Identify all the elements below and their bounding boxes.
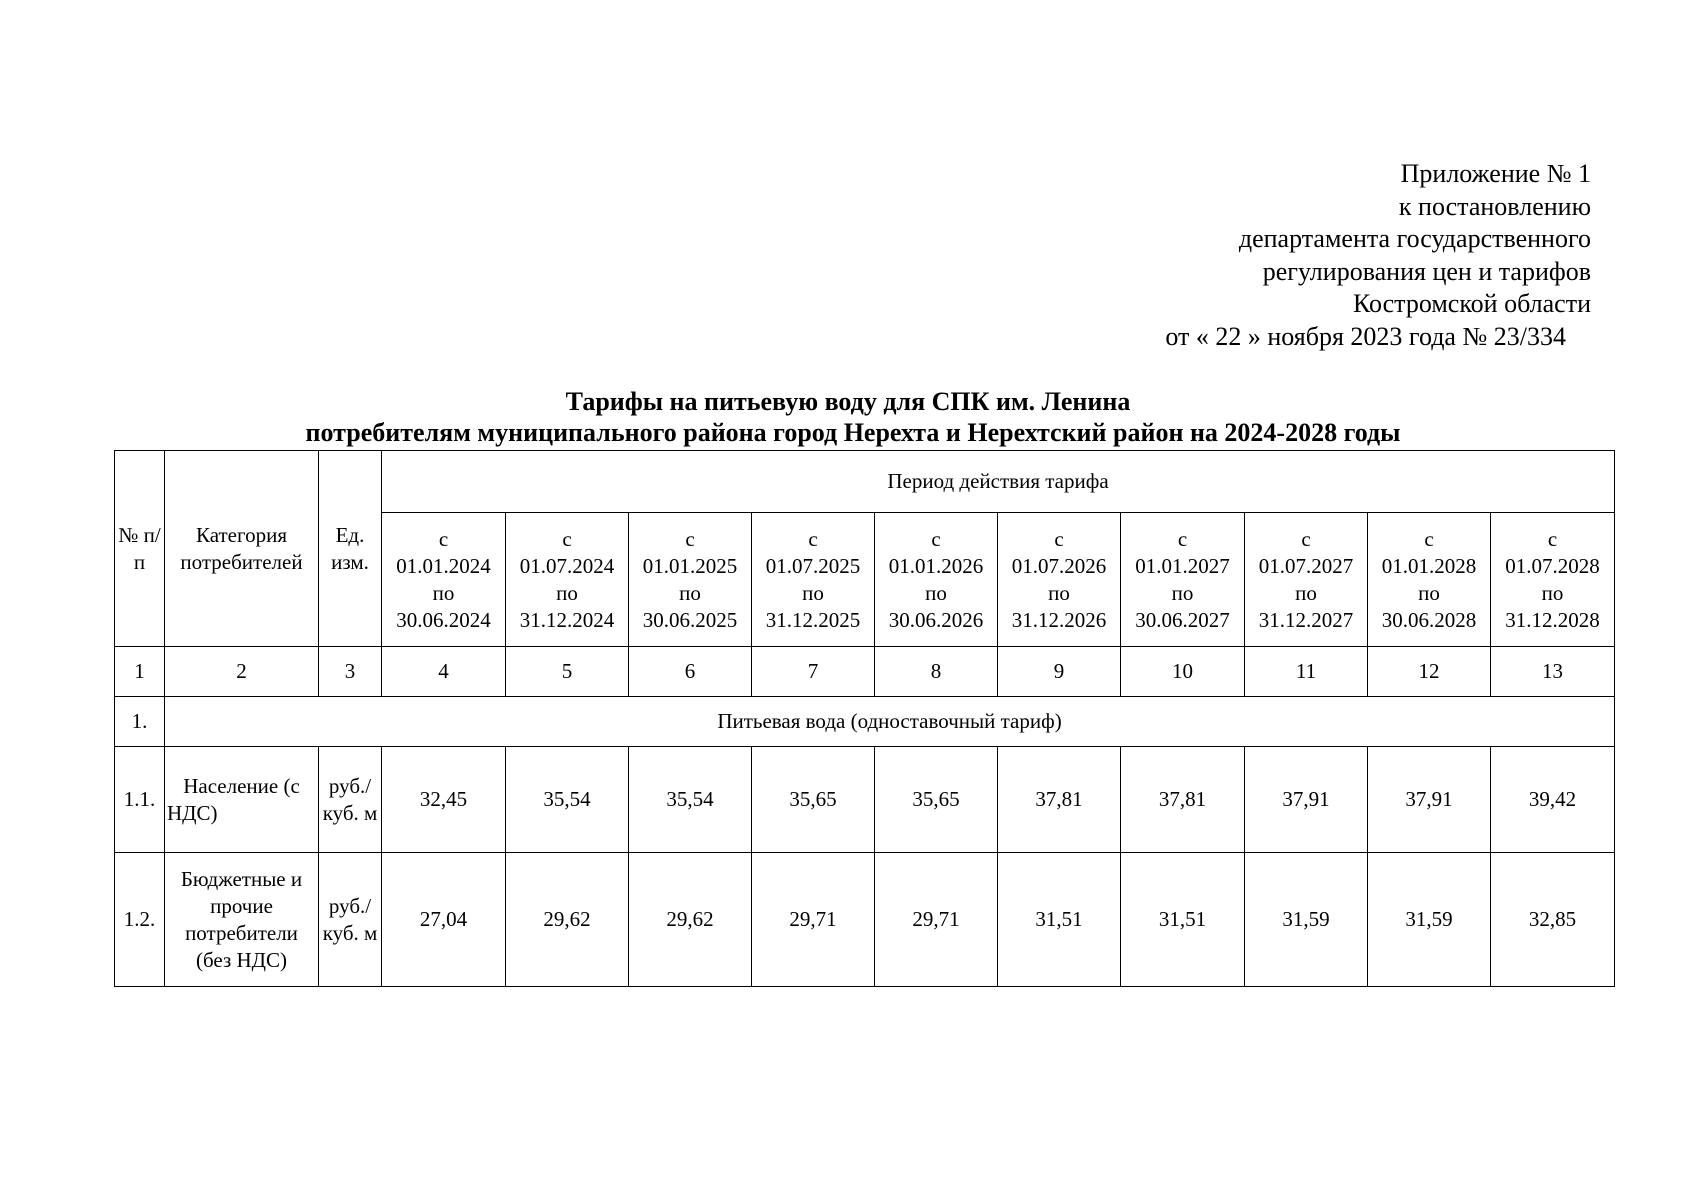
period-cell (1491, 513, 1615, 647)
appendix-header (1165, 158, 1591, 353)
header-category: Категория потребителей (165, 451, 319, 647)
period-to: 30.06.2027 (1135, 607, 1230, 632)
appendix-date-line: от « 22 » ноября 2023 года № 23/334 (1165, 321, 1566, 351)
row-value: 29,71 (752, 853, 875, 987)
section-row (115, 697, 1615, 747)
period-to: 31.12.2025 (765, 607, 861, 632)
period-cell (506, 513, 629, 647)
section-number: 1. (115, 697, 165, 747)
column-number: 11 (1245, 647, 1368, 697)
period-po: по (1541, 580, 1564, 605)
period-to: 31.12.2027 (1258, 607, 1354, 632)
period-po: по (1048, 580, 1070, 605)
row-value: 27,04 (382, 853, 506, 987)
row-value: 35,65 (875, 747, 998, 853)
period-c: с (1301, 526, 1311, 551)
period-from: 01.01.2026 (888, 553, 984, 578)
row-category: Бюджетные и прочие потребители (без НДС) (165, 853, 319, 987)
row-number: 1.1. (115, 747, 165, 853)
column-numbers-row (115, 647, 1615, 697)
row-value: 31,51 (1121, 853, 1245, 987)
period-po: по (1171, 580, 1194, 605)
period-to: 30.06.2026 (888, 607, 984, 632)
row-unit: руб./ куб. м (319, 747, 382, 853)
document-title (0, 386, 1696, 448)
row-value: 35,65 (752, 747, 875, 853)
period-to: 31.12.2024 (519, 607, 615, 632)
period-c: с (685, 526, 695, 551)
row-value: 37,81 (1121, 747, 1245, 853)
column-number: 3 (319, 647, 382, 697)
row-value: 31,59 (1245, 853, 1368, 987)
period-c: с (1547, 526, 1558, 551)
column-number: 12 (1368, 647, 1491, 697)
period-from: 01.07.2026 (1011, 553, 1107, 578)
row-value: 35,54 (629, 747, 752, 853)
period-c: с (438, 526, 449, 551)
period-to: 30.06.2025 (642, 607, 738, 632)
period-cell (1121, 513, 1245, 647)
period-po: по (802, 580, 824, 605)
appendix-line-4: регулирования цен и тарифов (1262, 256, 1591, 286)
period-po: по (679, 580, 701, 605)
period-cell (382, 513, 506, 647)
period-c: с (931, 526, 941, 551)
period-from: 01.07.2028 (1505, 553, 1600, 578)
column-number: 2 (165, 647, 319, 697)
row-value: 37,81 (998, 747, 1121, 853)
period-from: 01.07.2024 (519, 553, 615, 578)
period-po: по (432, 580, 455, 605)
row-value: 31,51 (998, 853, 1121, 987)
period-to: 31.12.2028 (1505, 607, 1600, 632)
period-cell (1368, 513, 1491, 647)
appendix-line-3: департамента государственного (1238, 224, 1591, 253)
column-number: 6 (629, 647, 752, 697)
period-cell (875, 513, 998, 647)
column-number: 8 (875, 647, 998, 697)
title-line-2: потребителям муниципального района город Нерехта и Нерехтский район на 2024-2028 годы (305, 418, 1401, 447)
row-value: 37,91 (1368, 747, 1491, 853)
period-to: 30.06.2028 (1381, 607, 1477, 632)
row-value: 35,54 (506, 747, 629, 853)
period-from: 01.01.2024 (396, 553, 491, 578)
period-cell (998, 513, 1121, 647)
appendix-line-1: Приложение № 1 (1400, 159, 1591, 188)
row-value: 31,59 (1368, 853, 1491, 987)
row-value: 32,85 (1491, 853, 1615, 987)
appendix-line-5: Костромской области (1352, 289, 1591, 318)
appendix-line-2: к постановлению (1398, 191, 1591, 221)
period-to: 31.12.2026 (1011, 607, 1107, 632)
column-number: 5 (506, 647, 629, 697)
period-to: 30.06.2024 (396, 607, 491, 632)
header-unit: Ед. изм. (319, 451, 382, 647)
tariff-table (114, 450, 1615, 987)
row-value: 32,45 (382, 747, 506, 853)
row-value: 29,62 (506, 853, 629, 987)
period-from: 01.01.2028 (1381, 553, 1477, 578)
period-c: с (1054, 526, 1064, 551)
period-cell (629, 513, 752, 647)
period-from: 01.07.2027 (1258, 553, 1354, 578)
period-from: 01.01.2027 (1135, 553, 1230, 578)
header-period: Период действия тарифа (382, 451, 1615, 513)
period-from: 01.07.2025 (765, 553, 861, 578)
row-value: 29,71 (875, 853, 998, 987)
row-value: 29,62 (629, 853, 752, 987)
row-number: 1.2. (115, 853, 165, 987)
header-row-period (115, 451, 1615, 513)
title-line-1: Тарифы на питьевую воду для СПК им. Ленина (565, 387, 1131, 416)
period-po: по (556, 580, 578, 605)
column-number: 1 (115, 647, 165, 697)
row-category: Население (с НДС) (165, 747, 319, 853)
period-c: с (1424, 526, 1434, 551)
section-label: Питьевая вода (одноставочный тариф) (165, 697, 1615, 747)
row-value: 39,42 (1491, 747, 1615, 853)
column-number: 7 (752, 647, 875, 697)
period-c: с (562, 526, 572, 551)
period-from: 01.01.2025 (642, 553, 738, 578)
row-unit: руб./ куб. м (319, 853, 382, 987)
period-c: с (1177, 526, 1188, 551)
period-cell (752, 513, 875, 647)
period-po: по (1295, 580, 1317, 605)
column-number: 10 (1121, 647, 1245, 697)
period-c: с (808, 526, 818, 551)
period-po: по (925, 580, 947, 605)
header-no: № п/п (115, 451, 165, 647)
table-row (115, 853, 1615, 987)
table-row (115, 747, 1615, 853)
column-number: 9 (998, 647, 1121, 697)
row-value: 37,91 (1245, 747, 1368, 853)
column-number: 13 (1491, 647, 1615, 697)
period-po: по (1418, 580, 1440, 605)
period-cell (1245, 513, 1368, 647)
column-number: 4 (382, 647, 506, 697)
